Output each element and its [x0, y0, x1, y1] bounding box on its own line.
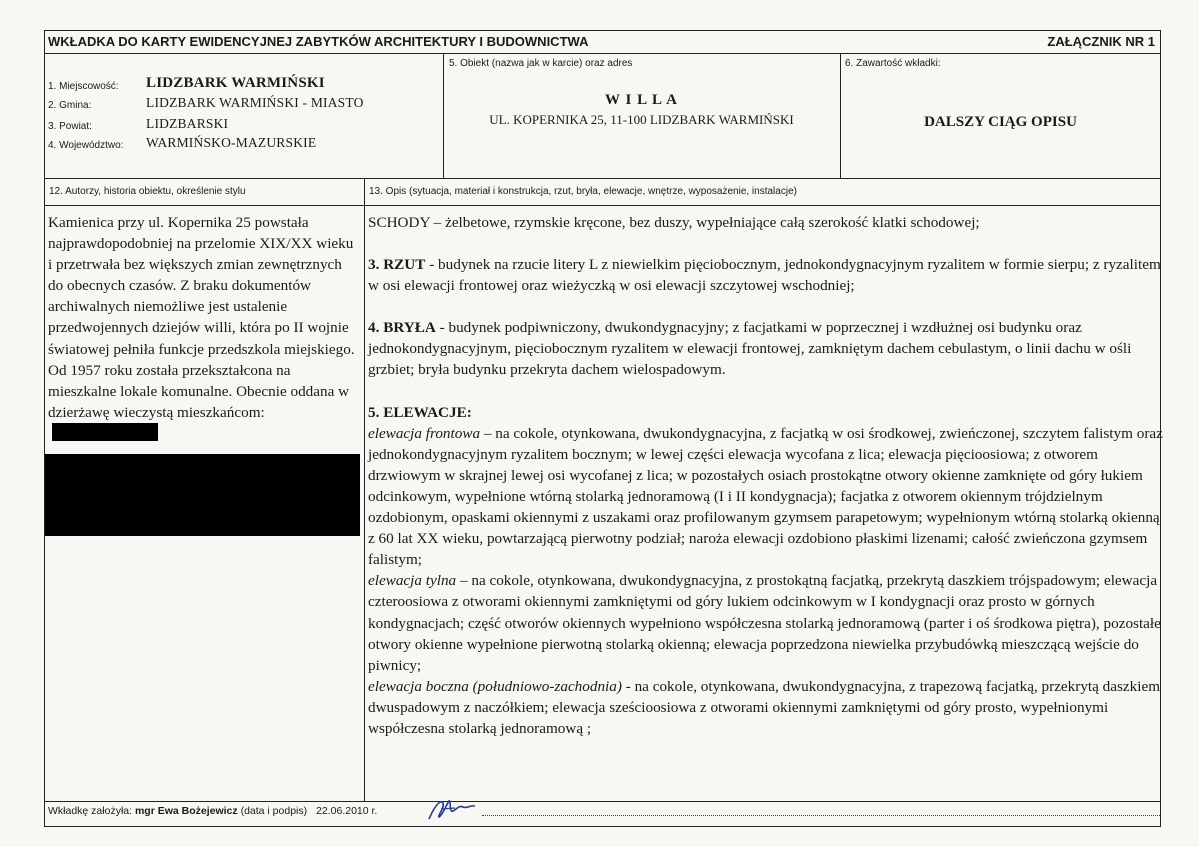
footer-line: [48, 805, 377, 817]
elewacje-heading: 5. ELEWACJE:: [368, 403, 472, 421]
divider: [44, 178, 1161, 179]
history-paragraph: Kamienica przy ul. Kopernika 25 powstała najprawdopodobniej na przelomie XIX/XX wieku i przetrwała bez większych zmian zewnętrznych do obecnych czasów. Z braku dokumentów archiwalnych niemożliwe jest ustalenie przedwojennych dziejów willi, która po II wojnie światowej pełniła funkcje przedszkola miejskiego. Od 1957 roku została przekształcona na mieszkalne lokale komunalne. Obecnie oddana w dzierżawę wieczystą mieszkańcom:: [48, 214, 355, 421]
wojewodztwo-value: WARMIŃSKO-MAZURSKIE: [146, 135, 317, 150]
redaction-box: [52, 423, 158, 441]
schody-paragraph: SCHODY – żelbetowe, rzymskie kręcone, bez duszy, wypełniające całą szerokość klatki schodowej;: [368, 214, 980, 231]
footer-date: 22.06.2010 r.: [316, 805, 378, 817]
wojewodztwo-label: 4. Województwo:: [48, 140, 124, 151]
boczna-heading: elewacja boczna (południowo-zachodnia): [368, 677, 622, 695]
miejscowosc-value: LIDZBARK WARMIŃSKI: [146, 75, 325, 91]
section12-label: 12. Autorzy, historia obiektu, określenie stylu: [49, 186, 246, 197]
signature-dotted-line: [482, 815, 1160, 816]
divider: [44, 53, 1161, 54]
boczna-paragraph: [368, 676, 1168, 739]
contents-label: 6. Zawartość wkładki:: [845, 58, 941, 69]
annex-number: ZAŁĄCZNIK NR 1: [1047, 34, 1155, 49]
bryla-paragraph: [368, 317, 1168, 380]
object-address: UL. KOPERNIKA 25, 11-100 LIDZBARK WARMIŃSKI: [489, 112, 794, 127]
tylna-heading: elewacja tylna: [368, 572, 457, 590]
form-title: WKŁADKA DO KARTY EWIDENCYJNEJ ZABYTKÓW ARCHITEKTURY I BUDOWNICTWA: [48, 34, 589, 49]
powiat-value: LIDZBARSKI: [146, 116, 229, 131]
footer-date-label: (data i podpis): [240, 805, 308, 817]
tylna-paragraph: [368, 570, 1168, 675]
front-heading: elewacja frontowa: [368, 424, 481, 442]
powiat-label: 3. Powiat:: [48, 121, 92, 132]
rzut-paragraph: [368, 254, 1168, 296]
contents-value: DALSZY CIĄG OPISU: [924, 114, 1077, 130]
divider: [44, 801, 1161, 802]
front-text: – na cokole, otynkowana, dwukondygnacyjna, z facjatką w osi środkowej, zwieńczonej, szczytem falistym oraz jednokondygnacyjnym ryzalitem bocznym; w lewej części elewacja wycofana z lica; elewacja pięcioosiowa; z otworem drzwiowym w skrajnej lewej osi wycofanej z lica; w pozostałych osiach prostokątne otwory okienne zamknięte od góry łukiem odcinkowym, wypełnione wtórną stolarką jednoramową (I i II kondygnacja); facjatka z otworem okiennym trójdzielnym ozdobionym, opaskami okiennymi z uszakami oraz profilowanym gzymsem parapetowym; wypełnionym wtórną stolarką okienną z 60 lat XX wieku, powtarzającą pierwotny podział; naroża elewacji ozdobiono płaskimi lizenami; całość zwieńczona gzymsem falistym;: [368, 424, 1163, 569]
divider: [44, 205, 1161, 206]
divider: [364, 178, 365, 801]
history-text: [48, 212, 358, 444]
gmina-value: LIDZBARK WARMIŃSKI - MIASTO: [146, 95, 364, 110]
tylna-text: – na cokole, otynkowana, dwukondygnacyjna, z prostokątną facjatką, przekrytą daszkiem trójspadowym; elewacja czteroosiowa z otworami okiennymi zamkniętymi od góry lukiem odcinkowym w I kondygnacji oraz prosto w górnych kondygnacjach; część otworów okiennych wypełniono współczesna stolarką jednoramową (parter i oś środkowa piętra), pozostałe otwory okienne wypełnione pierwotną stolarką okienną; elewacja poprzedzona niewielka przybudówką mieszczącą wejście do piwnicy;: [368, 572, 1161, 674]
description-text: [368, 212, 1168, 739]
object-name: W I L L A: [605, 92, 678, 108]
rzut-heading: 3. RZUT: [368, 256, 426, 274]
boczna-text: - na cokole, otynkowana, dwukondygnacyjna, z trapezową facjatką, przekrytą daszkiem dwuspadowym z naczółkiem; elewacja sześcioosiowa z otworami okiennymi zamkniętymi od góry prosto, wypełnionymi współczesna stolarką jednoramową ;: [368, 677, 1161, 737]
miejscowosc-label: 1. Miejscowość:: [48, 81, 119, 92]
footer-author: mgr Ewa Bożejewicz: [134, 805, 238, 817]
bryla-heading: 4. BRYŁA: [368, 319, 436, 337]
rzut-text: - budynek na rzucie litery L z niewielkim pięciobocznym, jednokondygnacyjnym ryzalitem w formie sierpu; z ryzalitem w osi elewacji frontowej oraz wieżyczką w osi elewacji szczytowej wschodniej;: [368, 256, 1161, 295]
footer-prefix: Wkładkę założyła:: [48, 805, 133, 817]
redaction-box: [45, 454, 360, 536]
gmina-label: 2. Gmina:: [48, 100, 92, 111]
front-paragraph: [368, 423, 1168, 571]
object-label: 5. Obiekt (nazwa jak w karcie) oraz adres: [449, 58, 633, 69]
signature-icon: [425, 795, 480, 823]
section13-label: 13. Opis (sytuacja, materiał i konstrukcja, rzut, bryła, elewacje, wnętrze, wyposażenie, instalacje): [369, 186, 797, 197]
bryla-text: - budynek podpiwniczony, dwukondygnacyjny; z facjatkami w poprzecznej i wzdłużnej osi budynku oraz jednokondygnacyjnym, pięciobocznym ryzalitem w elewacji frontowej, zamkniętym dachem cebulastym, o linii dachu w ośli grzbiet; bryła budynku przekryta dachem wielospadowym.: [368, 319, 1132, 379]
